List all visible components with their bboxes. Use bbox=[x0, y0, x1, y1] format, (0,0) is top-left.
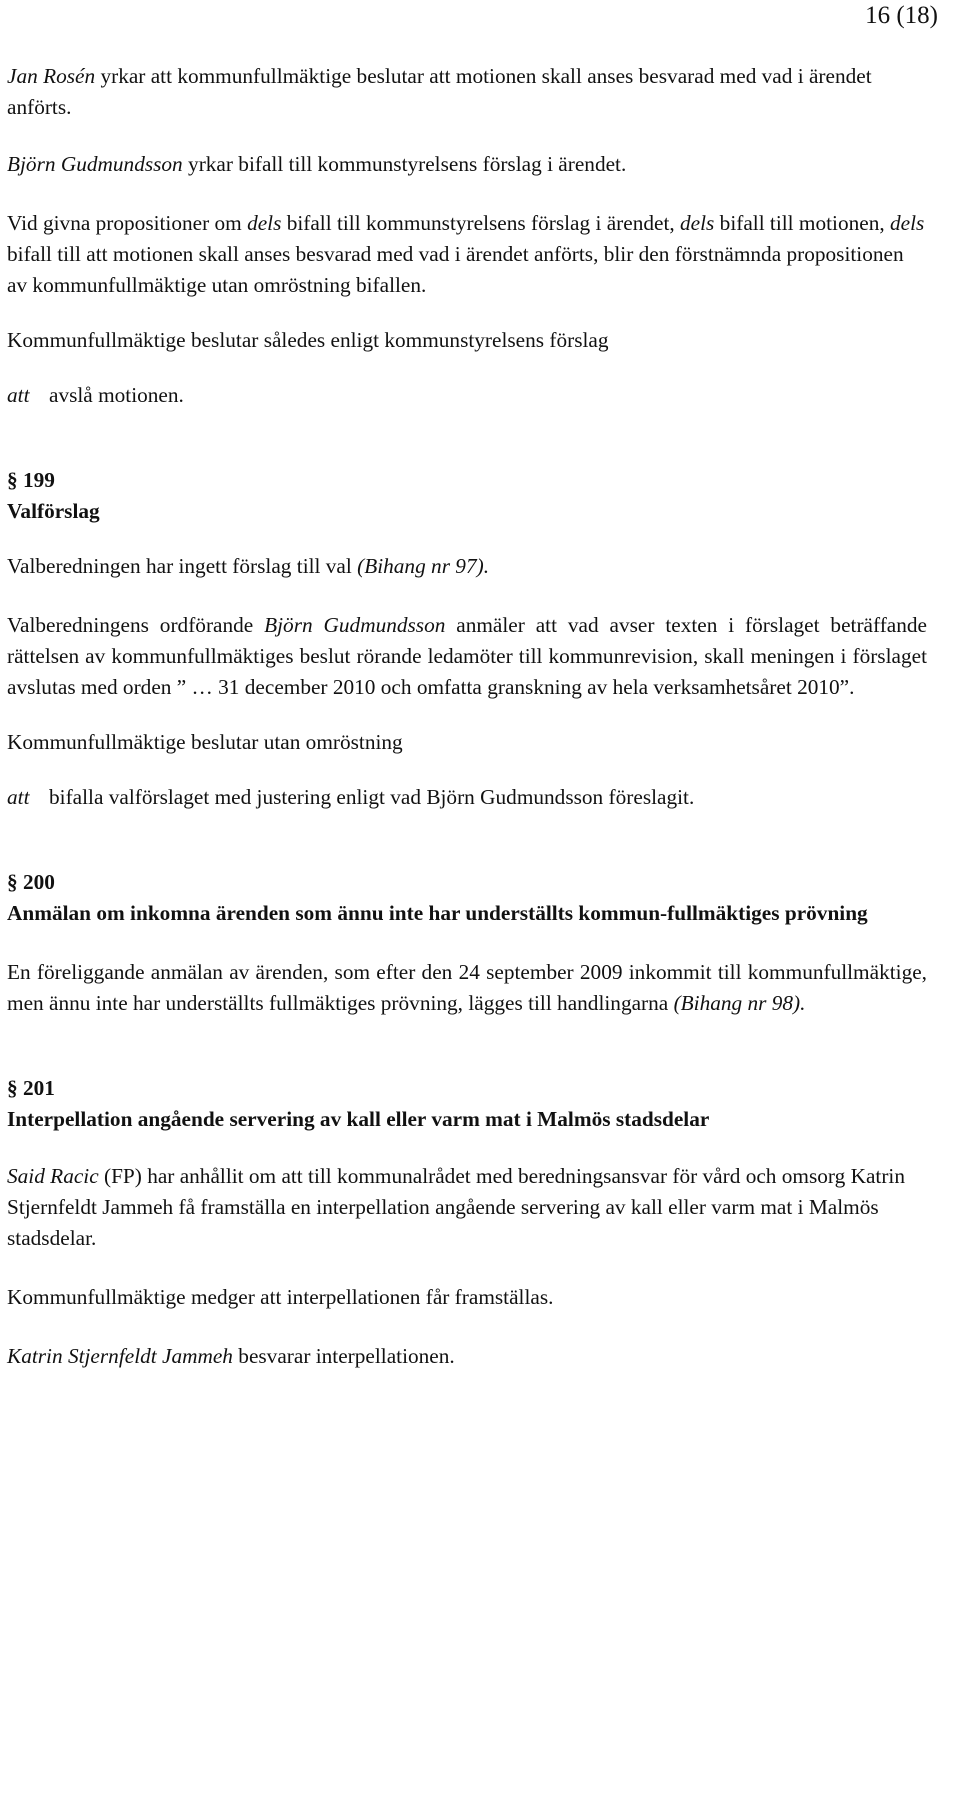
emphasis-dels: dels bbox=[680, 211, 715, 235]
speaker-name: Björn Gudmundsson bbox=[264, 613, 446, 637]
section-title: Valförslag bbox=[7, 499, 100, 523]
emphasis-dels: dels bbox=[247, 211, 282, 235]
section-title: Anmälan om inkomna ärenden som ännu inte har underställts kommun-fullmäktiges prövning bbox=[7, 901, 868, 925]
paragraph-text: Valberedningens ordförande bbox=[7, 613, 265, 637]
section-title: Interpellation angående servering av kall eller varm mat i Malmös stadsdelar bbox=[7, 1107, 710, 1131]
paragraph-text: (FP) har anhållit om att till kommunalrådet med beredningsansvar för vård och omsorg Katrin Stjernfeldt Jammeh få framställa en interpellation angående servering av kall eller varm mat i Malmös stadsdelar. bbox=[7, 1164, 906, 1250]
section-201-heading bbox=[7, 1073, 927, 1135]
paragraph-valberedningen bbox=[7, 551, 927, 582]
section-200-heading bbox=[7, 867, 927, 929]
paragraph-text: bifall till kommunstyrelsens förslag i ärendet, bbox=[281, 211, 681, 235]
paragraph-decision-intro: Kommunfullmäktige beslutar således enligt kommunstyrelsens förslag bbox=[7, 328, 609, 352]
speaker-name: Björn Gudmundsson bbox=[7, 152, 183, 176]
speaker-name: Katrin Stjernfeldt Jammeh bbox=[7, 1344, 233, 1368]
paragraph-interpellation-approved: Kommunfullmäktige medger att interpellationen får framställas. bbox=[7, 1285, 554, 1309]
paragraph-text: bifall till att motionen skall anses besvarad med vad i ärendet anförts, blir den förstnämnda propositionen av kommunfullmäktige utan omröstning bifallen. bbox=[7, 242, 904, 297]
emphasis-dels: dels bbox=[890, 211, 925, 235]
bihang-reference: (Bihang nr 98). bbox=[673, 991, 806, 1015]
section-199-heading bbox=[7, 465, 927, 527]
att-label: att bbox=[7, 383, 30, 407]
decision-att-clause bbox=[7, 380, 927, 411]
paragraph-valberedningens-ordforande bbox=[7, 610, 927, 703]
paragraph-text: yrkar att kommunfullmäktige beslutar att motionen skall anses besvarad med vad i ärendet anförts. bbox=[7, 64, 872, 119]
att-text: bifalla valförslaget med justering enligt vad Björn Gudmundsson föreslagit. bbox=[49, 785, 695, 809]
paragraph-bjorn-gudmundsson-motion bbox=[7, 149, 927, 180]
paragraph-text: Valberedningen har ingett förslag till val bbox=[7, 554, 358, 578]
att-text: avslå motionen. bbox=[49, 383, 184, 407]
att-label: att bbox=[7, 785, 30, 809]
paragraph-jan-rosen-motion bbox=[7, 61, 927, 123]
paragraph-text: bifall till motionen, bbox=[714, 211, 891, 235]
paragraph-said-racic-interpellation bbox=[7, 1161, 927, 1254]
document-body bbox=[7, 61, 927, 1372]
decision-att-clause bbox=[7, 782, 927, 813]
speaker-name: Jan Rosén bbox=[7, 64, 96, 88]
speaker-name: Said Racic bbox=[7, 1164, 99, 1188]
paragraph-propositions bbox=[7, 208, 927, 301]
paragraph-text: yrkar bifall till kommunstyrelsens förslag i ärendet. bbox=[182, 152, 627, 176]
paragraph-text: anmäler att vad avser texten i förslaget beträffande rättelsen av kommunfullmäktiges beslut rörande ledamöter till kommunrevision, skall meningen i förslaget avslutas med orden ” … 31 december 2010 och omfatta granskning av hela verksamhetsåret 2010”. bbox=[7, 613, 927, 699]
paragraph-anmalan-arenden bbox=[7, 957, 927, 1019]
section-number: § 199 bbox=[7, 468, 55, 492]
section-number: § 201 bbox=[7, 1076, 55, 1100]
paragraph-text: En föreliggande anmälan av ärenden, som efter den 24 september 2009 inkommit till kommunfullmäktige, men ännu inte har underställts fullmäktiges prövning, lägges till handlingarna bbox=[7, 960, 927, 1015]
section-number: § 200 bbox=[7, 870, 55, 894]
paragraph-decision-no-vote: Kommunfullmäktige beslutar utan omröstning bbox=[7, 730, 403, 754]
paragraph-text: Vid givna propositioner om bbox=[7, 211, 248, 235]
bihang-reference: (Bihang nr 97). bbox=[357, 554, 490, 578]
page-number: 16 (18) bbox=[865, 2, 938, 29]
paragraph-interpellation-answered bbox=[7, 1341, 927, 1372]
paragraph-text: besvarar interpellationen. bbox=[232, 1344, 455, 1368]
